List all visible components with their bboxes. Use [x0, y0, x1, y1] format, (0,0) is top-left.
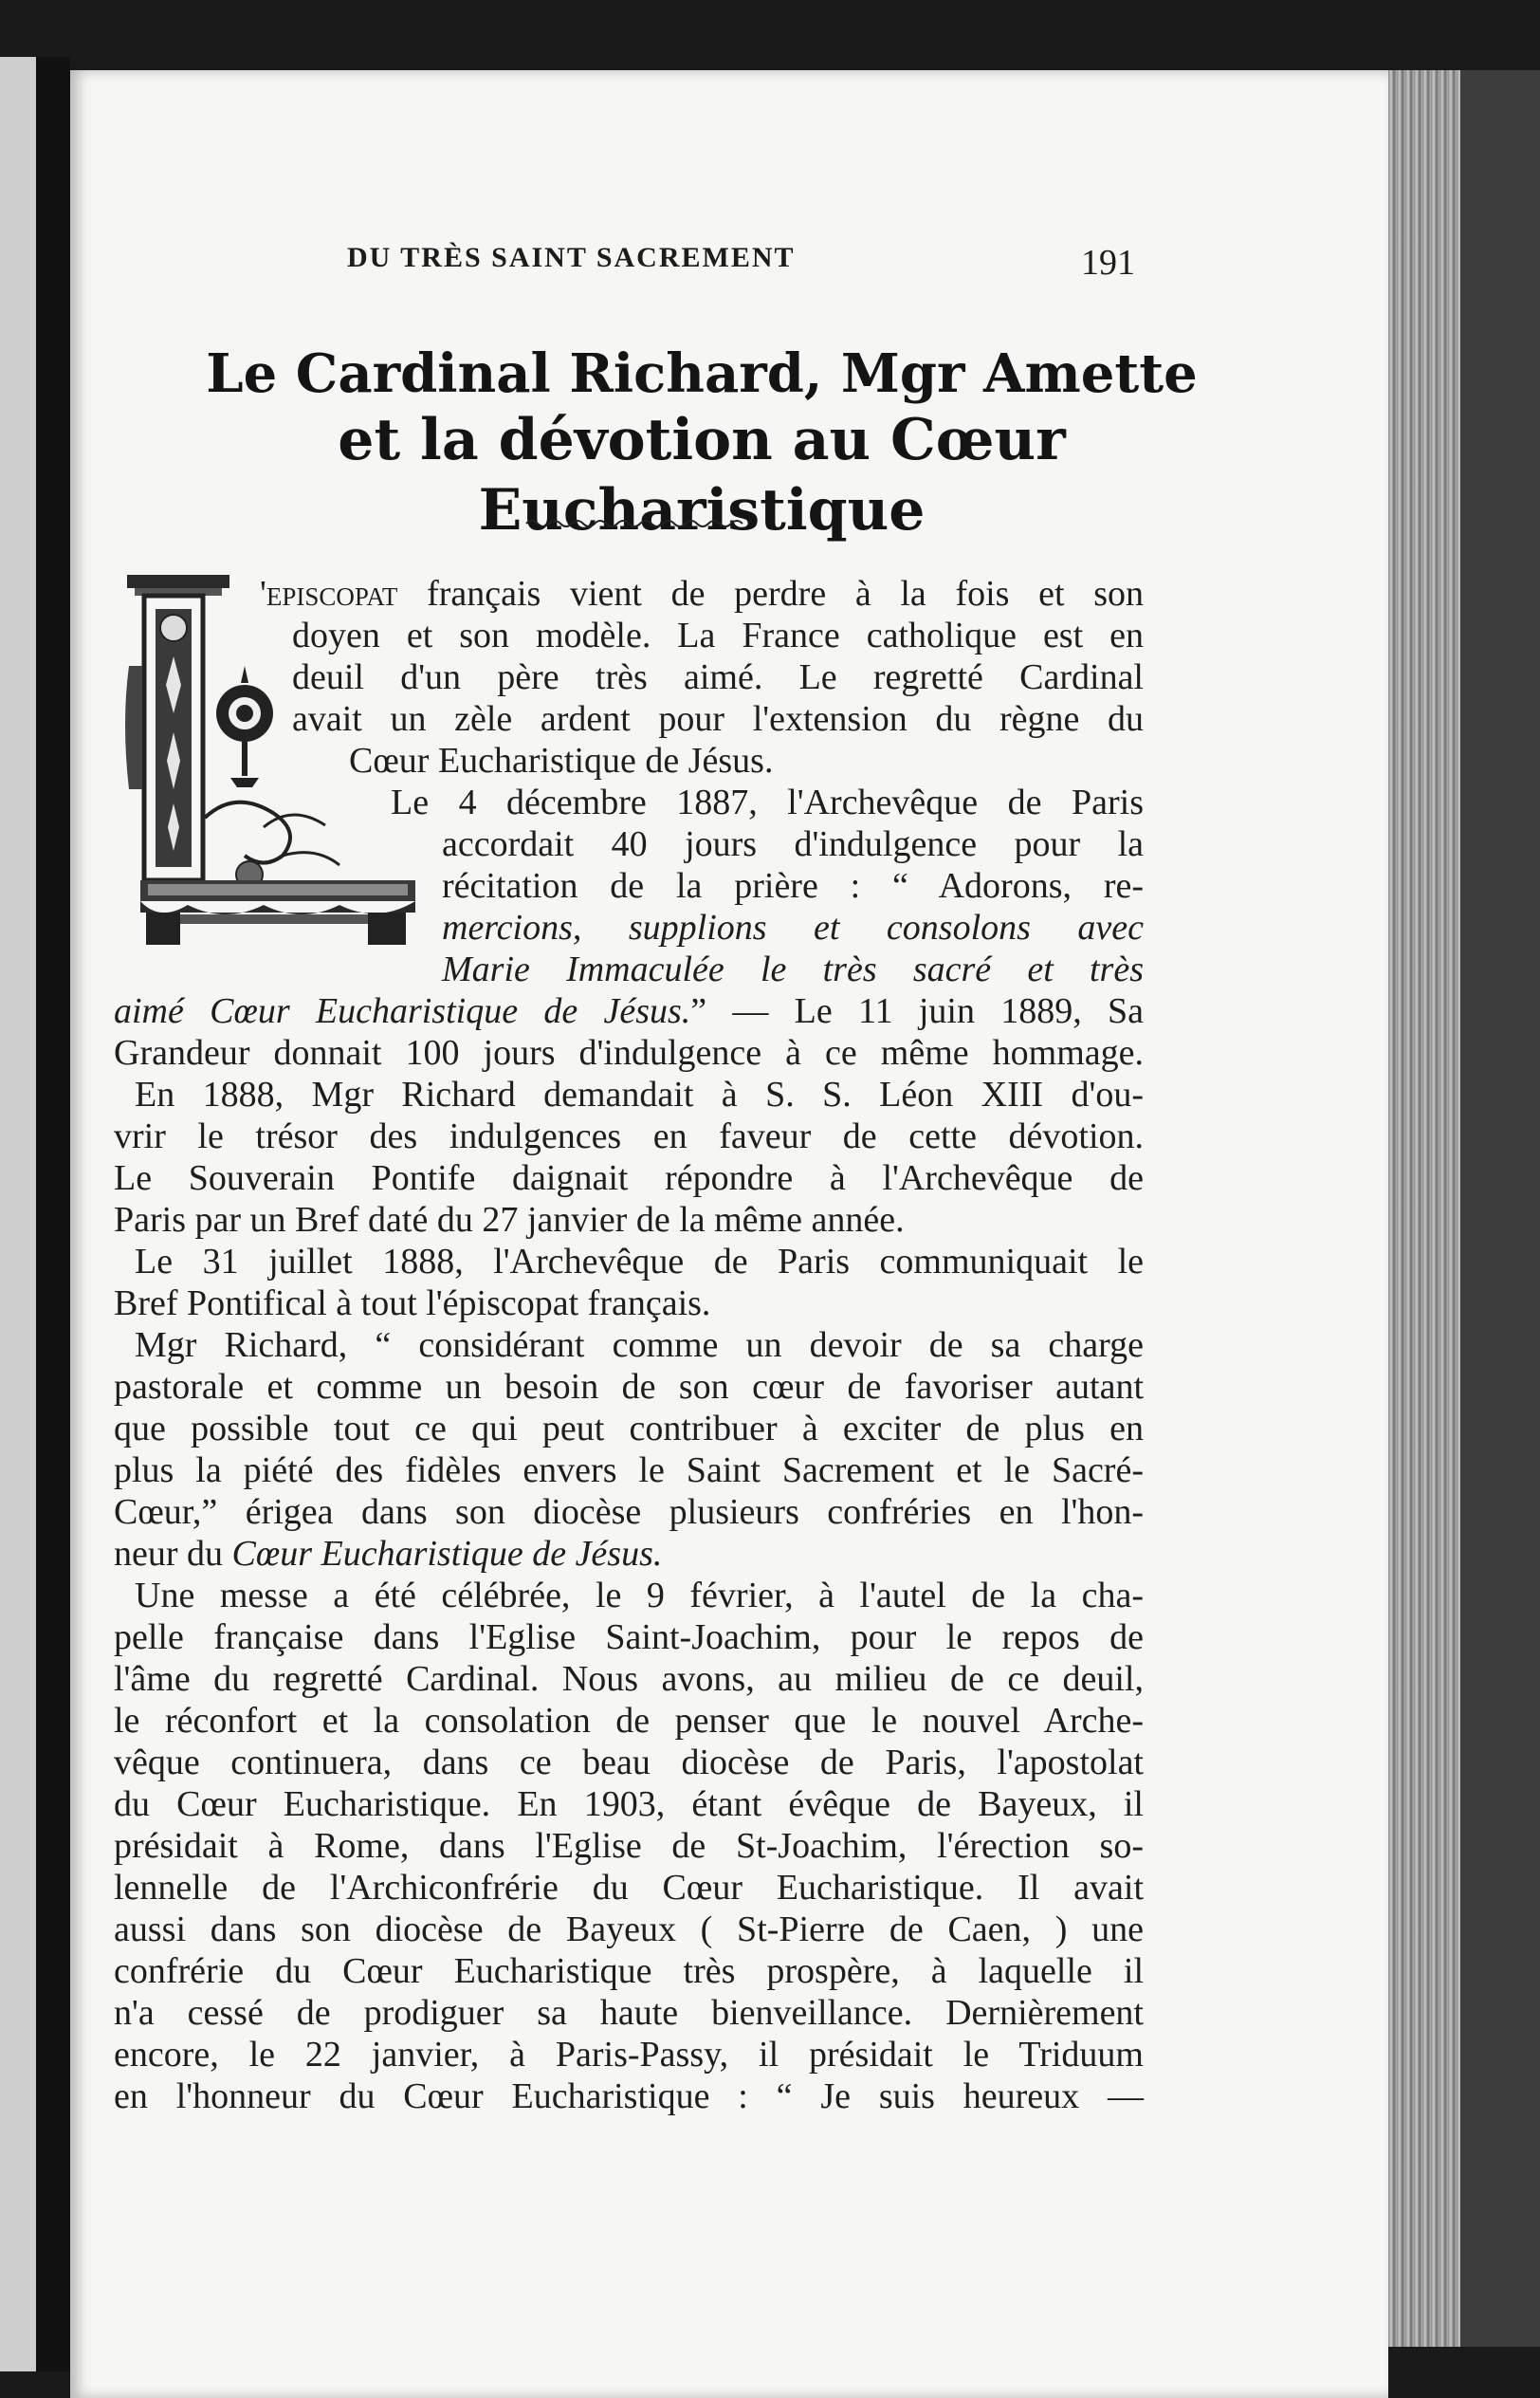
text-line: Grandeur donnait 100 jours d'indulgence à ce même hommage. [114, 1033, 1144, 1073]
text-line: Marie Immaculée le très sacré et très [442, 950, 1144, 989]
running-head: DU TRÈS SAINT SACREMENT [347, 242, 796, 273]
text-line: deuil d'un père très aimé. Le regretté Cardinal [292, 657, 1144, 697]
text-line: Bref Pontifical à tout l'épiscopat français. [114, 1283, 711, 1323]
text-line: Le 31 juillet 1888, l'Archevêque de Paris communiquait le [135, 1242, 1144, 1282]
article-title [114, 341, 1290, 545]
text-segment: ” — Le 11 juin 1889, Sa [690, 991, 1144, 1031]
text-line: du Cœur Eucharistique. En 1903, étant évêque de Bayeux, il [114, 1784, 1144, 1824]
wavy-rule-ornament [526, 516, 744, 531]
text-line: pelle française dans l'Eglise Saint-Joachim, pour le repos de [114, 1617, 1144, 1657]
text-line: présidait à Rome, dans l'Eglise de St-Joachim, l'érection so- [114, 1826, 1144, 1866]
text-line: encore, le 22 janvier, à Paris-Passy, il présidait le Triduum [114, 2035, 1144, 2075]
italic-segment: Cœur Eucharistique de Jésus. [231, 1534, 663, 1574]
text-line: que possible tout ce qui peut contribuer à exciter de plus en [114, 1409, 1144, 1448]
text-line: en l'honneur du Cœur Eucharistique : “ Je suis heureux — [114, 2076, 1144, 2116]
text-line: n'a cessé de prodiguer sa haute bienveillance. Dernièrement [114, 1993, 1144, 2033]
text-line [226, 573, 1144, 615]
text-line: aussi dans son diocèse de Bayeux ( St-Pierre de Caen, ) une [114, 1909, 1144, 1949]
text-line: En 1888, Mgr Richard demandait à S. S. Léon XIII d'ou- [135, 1075, 1144, 1115]
text-line: confrérie du Cœur Eucharistique très prospère, à laquelle il [114, 1951, 1144, 1991]
text-line: Mgr Richard, “ considérant comme un devoir de sa charge [135, 1325, 1144, 1365]
text-line: avait un zèle ardent pour l'extension du règne du [292, 699, 1144, 739]
text-line: pastorale et comme un besoin de son cœur de favoriser autant [114, 1367, 1144, 1407]
body-text-block [114, 990, 1144, 2117]
lead-word: 'episcopat [260, 574, 398, 614]
text-line: récitation de la prière : “ Adorons, re- [442, 866, 1144, 906]
text-line: vêque continuera, dans ce beau diocèse de Paris, l'apostolat [114, 1743, 1144, 1782]
title-line-2: et la dévotion au Cœur Eucharistique [338, 407, 1066, 544]
text-line: plus la piété des fidèles envers le Saint Sacrement et le Sacré- [114, 1450, 1144, 1490]
text-line [114, 1533, 1144, 1575]
text-line: le réconfort et la consolation de penser que le nouvel Arche- [114, 1701, 1144, 1741]
intro-text-block [226, 573, 1144, 990]
text-line: Cœur,” érigea dans son diocèse plusieurs confréries en l'hon- [114, 1492, 1144, 1532]
text-line: accordait 40 jours d'indulgence pour la [442, 824, 1144, 864]
text-line: doyen et son modèle. La France catholique est en [292, 616, 1144, 655]
book-gutter [36, 57, 70, 2371]
page-number: 191 [1081, 243, 1135, 283]
book-cover-edge [1460, 70, 1540, 2347]
text-line: Une messe a été célébrée, le 9 février, à l'autel de la cha- [135, 1576, 1144, 1615]
text-segment: français vient de perdre à la fois et son [397, 574, 1144, 614]
italic-segment: aimé Cœur Eucharistique de Jésus. [114, 991, 691, 1031]
text-line: Le 4 décembre 1887, l'Archevêque de Paris [391, 783, 1144, 822]
title-line-1: Le Cardinal Richard, Mgr Amette [206, 342, 1198, 405]
text-line: lennelle de l'Archiconfrérie du Cœur Eucharistique. Il avait [114, 1868, 1144, 1908]
text-line [114, 990, 1144, 1032]
text-line: l'âme du regretté Cardinal. Nous avons, au milieu de ce deuil, [114, 1659, 1144, 1699]
previous-page-edge [0, 57, 36, 2371]
text-line: Paris par un Bref daté du 27 janvier de la même année. [114, 1200, 905, 1240]
text-line: mercions, supplions et consolons avec [442, 908, 1144, 948]
text-line: Le Souverain Pontife daignait répondre à l'Archevêque de [114, 1158, 1144, 1198]
text-line: vrir le trésor des indulgences en faveur de cette dévotion. [114, 1116, 1144, 1156]
text-line: Cœur Eucharistique de Jésus. [349, 741, 774, 781]
text-segment: neur du [114, 1534, 232, 1574]
